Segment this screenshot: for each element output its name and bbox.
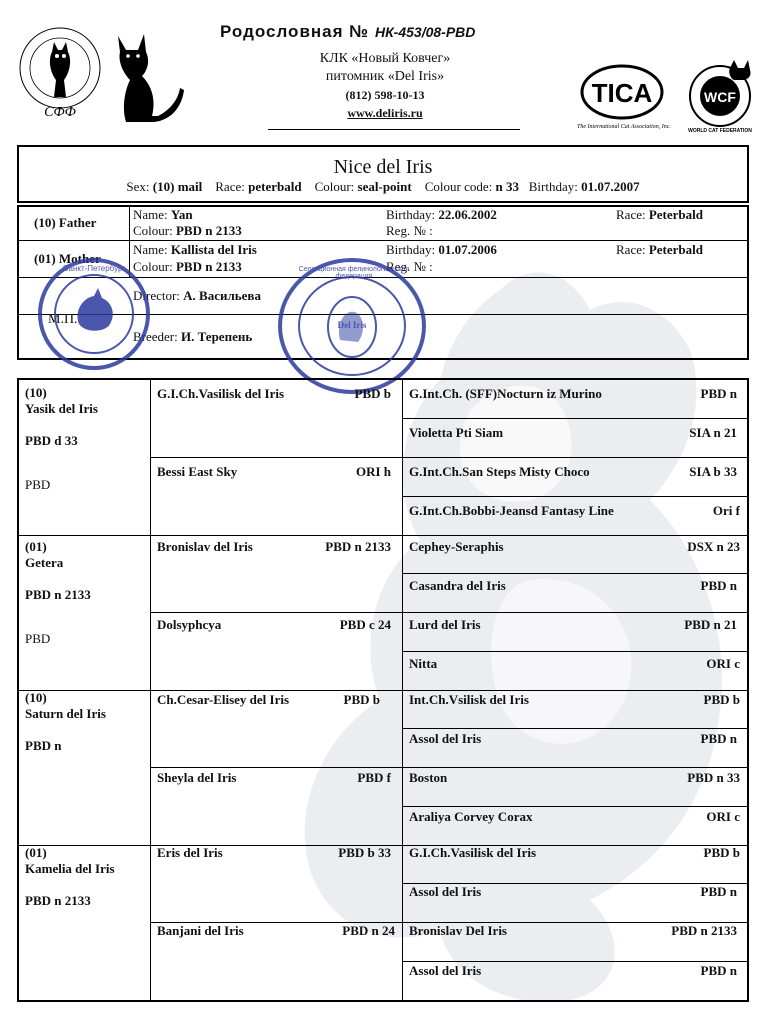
gen3-code: PBD n (700, 731, 737, 746)
gen1-sire-dam: (01) Getera PBD n 2133 PBD (25, 539, 91, 646)
gen3-name: G.Int.Ch. (SFF)Nocturn iz Murino (409, 386, 602, 401)
gen3-code: PBD n (700, 386, 737, 401)
gen3-code: SIA b 33 (689, 464, 737, 479)
father-colour: Colour: PBD n 2133 (133, 223, 242, 238)
gen3-name: G.Int.Ch.Bobbi-Jeansd Fantasy Line (409, 503, 614, 518)
gen3-name: G.I.Ch.Vasilisk del Iris (409, 845, 537, 860)
gen1-sire-sire: (10) Yasik del Iris PBD d 33 PBD (25, 385, 98, 492)
gen3-code: ORI c (706, 656, 740, 671)
phone-number: (812) 598-10-13 (345, 88, 425, 102)
gen3-code: PBD b (703, 692, 740, 707)
gen3-name: Casandra del Iris (409, 578, 506, 593)
gen3-name: Assol del Iris (409, 884, 482, 899)
tica-logo (574, 62, 674, 132)
gen2-name: G.I.Ch.Vasilisk del Iris (157, 386, 285, 401)
mother-race: Race: Peterbald (616, 242, 703, 257)
right-stamp-center: Del Iris (337, 320, 367, 330)
gen2-code: PBD n 24 (342, 923, 395, 938)
club-info (240, 50, 530, 122)
right-stamp-text: Селекционная фелинологическая федерация (298, 266, 410, 280)
gen3-code: PBD n 2133 (671, 923, 737, 938)
breeder: Breeder: И. Терепень (133, 329, 253, 344)
gen3-name: Assol del Iris (409, 963, 482, 978)
gen2-name: Bronislav del Iris (157, 539, 253, 554)
club-name: КЛК «Новый Ковчег» (319, 51, 451, 66)
header-divider (268, 129, 520, 130)
svg-text:TICA: TICA (591, 78, 653, 108)
gen2-code: PBD b (343, 692, 380, 707)
cat-name: Nice del Iris (333, 156, 433, 178)
gen3-code: ORI c (706, 809, 740, 824)
gen3-code: SIA n 21 (689, 425, 737, 440)
gen2-code: PBD b 33 (338, 845, 391, 860)
gen2-code: PBD b (354, 386, 391, 401)
left-stamp-text: Санкт-Петербург (62, 264, 126, 273)
gen3-name: Nitta (409, 656, 438, 671)
sff-logo (14, 22, 106, 122)
svg-text:WCF: WCF (704, 89, 736, 105)
gen3-name: Violetta Pti Siam (409, 425, 504, 440)
gen3-code: PBD n 21 (684, 617, 737, 632)
gen3-code: PBD n (700, 578, 737, 593)
gen2-code: PBD f (357, 770, 391, 785)
gen2-code: ORI h (355, 464, 391, 479)
father-reg: Reg. № : (386, 223, 433, 238)
gen3-name: Assol del Iris (409, 731, 482, 746)
gen2-name: Ch.Cesar-Elisey del Iris (157, 692, 290, 707)
mother-birthday: Birthday: 01.07.2006 (386, 242, 497, 257)
stamp-place-mark: М.П. (48, 312, 78, 327)
gen3-code: DSX n 23 (687, 539, 740, 554)
cattery-name: питомник «Del Iris» (325, 69, 445, 84)
gen2-code: PBD n 2133 (325, 539, 391, 554)
father-race: Race: Peterbald (616, 207, 703, 222)
gen3-name: G.Int.Ch.San Steps Misty Choco (409, 464, 590, 479)
father-birthday: Birthday: 22.06.2002 (386, 207, 497, 222)
gen2-code: PBD c 24 (339, 617, 391, 632)
right-stamp (278, 258, 426, 394)
svg-text:WORLD CAT FEDERATION: WORLD CAT FEDERATION (688, 128, 752, 134)
gen3-code: PBD n (700, 963, 737, 978)
left-stamp (38, 258, 150, 370)
father-label: (10) Father (34, 215, 97, 230)
gen3-name: Int.Ch.Vsilisk del Iris (409, 692, 529, 707)
gen1-dam-sire: (10) Saturn del Iris PBD n (25, 690, 106, 753)
gen2-name: Sheyla del Iris (157, 770, 237, 785)
gen1-dam-dam: (01) Kamelia del Iris PBD n 2133 (25, 845, 115, 908)
mother-name: Name: Kallista del Iris (133, 242, 257, 257)
gen2-name: Bessi East Sky (157, 464, 238, 479)
gen2-name: Eris del Iris (157, 845, 223, 860)
mother-reg: Reg. № : (386, 259, 433, 274)
gen3-name: Bronislav Del Iris (409, 923, 507, 938)
gen3-code: PBD n 33 (687, 770, 740, 785)
gen3-code: Ori f (712, 503, 740, 518)
cat-silhouette-logo (108, 30, 188, 126)
svg-text:The International Cat Associat: The International Cat Association, Inc. (577, 124, 671, 130)
sff-abbr: СФФ (44, 105, 76, 120)
pedigree-number: НК-453/08-PBD (374, 24, 476, 40)
director: Director: А. Васильева (133, 288, 261, 303)
wcf-logo (686, 58, 758, 134)
gen3-code: PBD b (703, 845, 740, 860)
gen2-name: Banjani del Iris (157, 923, 244, 938)
mother-label: (01) Mother (34, 251, 101, 266)
document-title: Родословная № НК-453/08-PBD (220, 22, 476, 41)
gen3-name: Boston (409, 770, 448, 785)
stamp-cat-icon (64, 284, 124, 344)
father-name: Name: Yan (133, 207, 193, 222)
gen3-code: PBD n (700, 884, 737, 899)
cat-details: Sex: (10) mail Race: peterbald Colour: seal-point Colour code: n 33 Birthday: 01.07.2007 (126, 179, 640, 194)
gen3-name: Cephey-Seraphis (409, 539, 504, 554)
gen3-name: Lurd del Iris (409, 617, 481, 632)
mother-colour: Colour: PBD n 2133 (133, 259, 242, 274)
gen3-name: Araliya Corvey Corax (409, 809, 533, 824)
website-link[interactable]: www.deliris.ru (347, 106, 423, 120)
gen2-name: Dolsyphcya (157, 617, 222, 632)
